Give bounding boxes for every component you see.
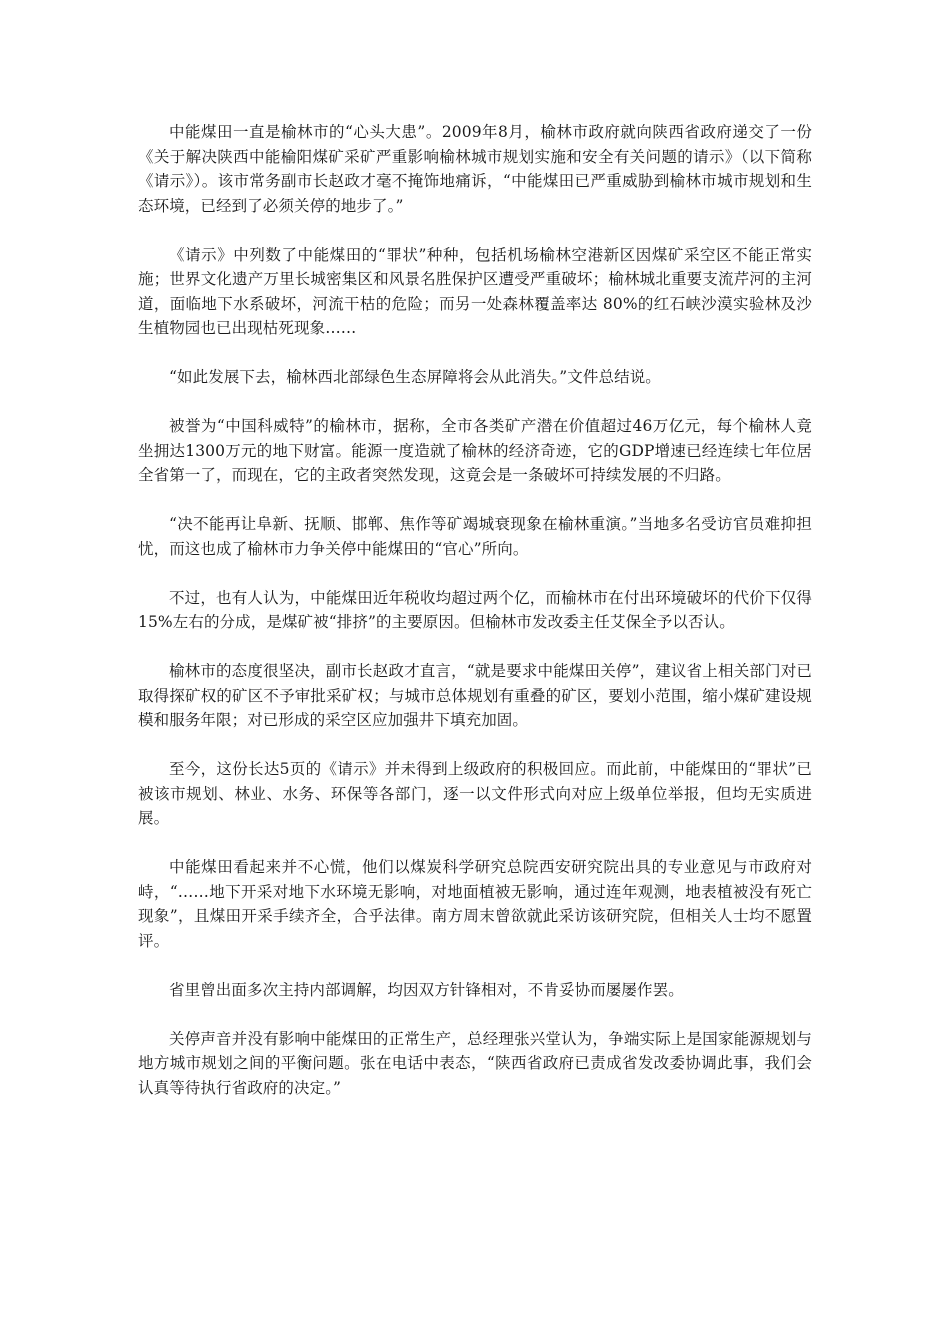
paragraph-9: 中能煤田看起来并不心慌，他们以煤炭科学研究总院西安研究院出具的专业意见与市政府对峙，“……地下开采对地下水环境无影响，对地面植被无影响，通过连年观测，地表植被没有死亡现象”，且煤田开采手续齐全，合乎法律。南方周末曾欲就此采访该研究院，但相关人士均不愿置评。 [138,858,812,950]
paragraph-3: “如此发展下去，榆林西北部绿色生态屏障将会从此消失。”文件总结说。 [169,368,661,386]
paragraph-11: 关停声音并没有影响中能煤田的正常生产，总经理张兴堂认为，争端实际上是国家能源规划与地方城市规划之间的平衡问题。张在电话中表态，“陕西省政府已责成省发改委协调此事，我们会认真等待执行省政府的决定。” [138,1029,812,1097]
paragraph-7: 榆林市的态度很坚决，副市长赵政才直言，“就是要求中能煤田关停”，建议省上相关部门对已取得探矿权的矿区不予审批采矿权；与城市总体规划有重叠的矿区，要划小范围，缩小煤矿建设规模和服务年限；对已形成的采空区应加强井下填充加固。 [138,662,812,729]
paragraph-5: “决不能再让阜新、抚顺、邯郸、焦作等矿竭城衰现象在榆林重演。”当地多名受访官员难抑担忧，而这也成了榆林市力争关停中能煤田的“官心”所向。 [138,515,812,558]
paragraph-6: 不过，也有人认为，中能煤田近年税收均超过两个亿，而榆林市在付出环境破坏的代价下仅得15%左右的分成，是煤矿被“排挤”的主要原因。但榆林市发改委主任艾保全予以否认。 [138,588,812,631]
paragraph-10: 省里曾出面多次主持内部调解，均因双方针锋相对，不肯妥协而屡屡作罢。 [169,980,684,999]
document-body [138,120,812,1125]
paragraph-1: 中能煤田一直是榆林市的“心头大患”。2009年8月，榆林市政府就向陕西省政府递交了一份《关于解决陕西中能榆阳煤矿采矿严重影响榆林城市规划实施和安全有关问题的请示》（以下简称《请示》）。该市常务副市长赵政才毫不掩饰地痛诉，“中能煤田已严重威胁到榆林市城市规划和生态环境，已经到了必须关停的地步了。” [138,123,812,215]
paragraph-2: 《请示》中列数了中能煤田的“罪状”种种，包括机场榆林空港新区因煤矿采空区不能正常实施；世界文化遗产万里长城密集区和风景名胜保护区遭受严重破坏；榆林城北重要支流芹河的主河道，面临地下水系破坏，河流干枯的危险；而另一处森林覆盖率达 80%的红石峡沙漠实验林及沙生植物园也已出现枯死现象…… [138,245,812,337]
paragraph-8: 至今，这份长达5页的《请示》并未得到上级政府的积极回应。而此前，中能煤田的“罪状”已被该市规划、林业、水务、环保等各部门，逐一以文件形式向对应上级单位举报，但均无实质进展。 [138,760,812,827]
paragraph-4: 被誉为“中国科威特”的榆林市，据称，全市各类矿产潜在价值超过46万亿元，每个榆林人竟坐拥达1300万元的地下财富。能源一度造就了榆林的经济奇迹，它的GDP增速已经连续七年位居全省第一了，而现在，它的主政者突然发现，这竟会是一条破坏可持续发展的不归路。 [138,417,812,484]
